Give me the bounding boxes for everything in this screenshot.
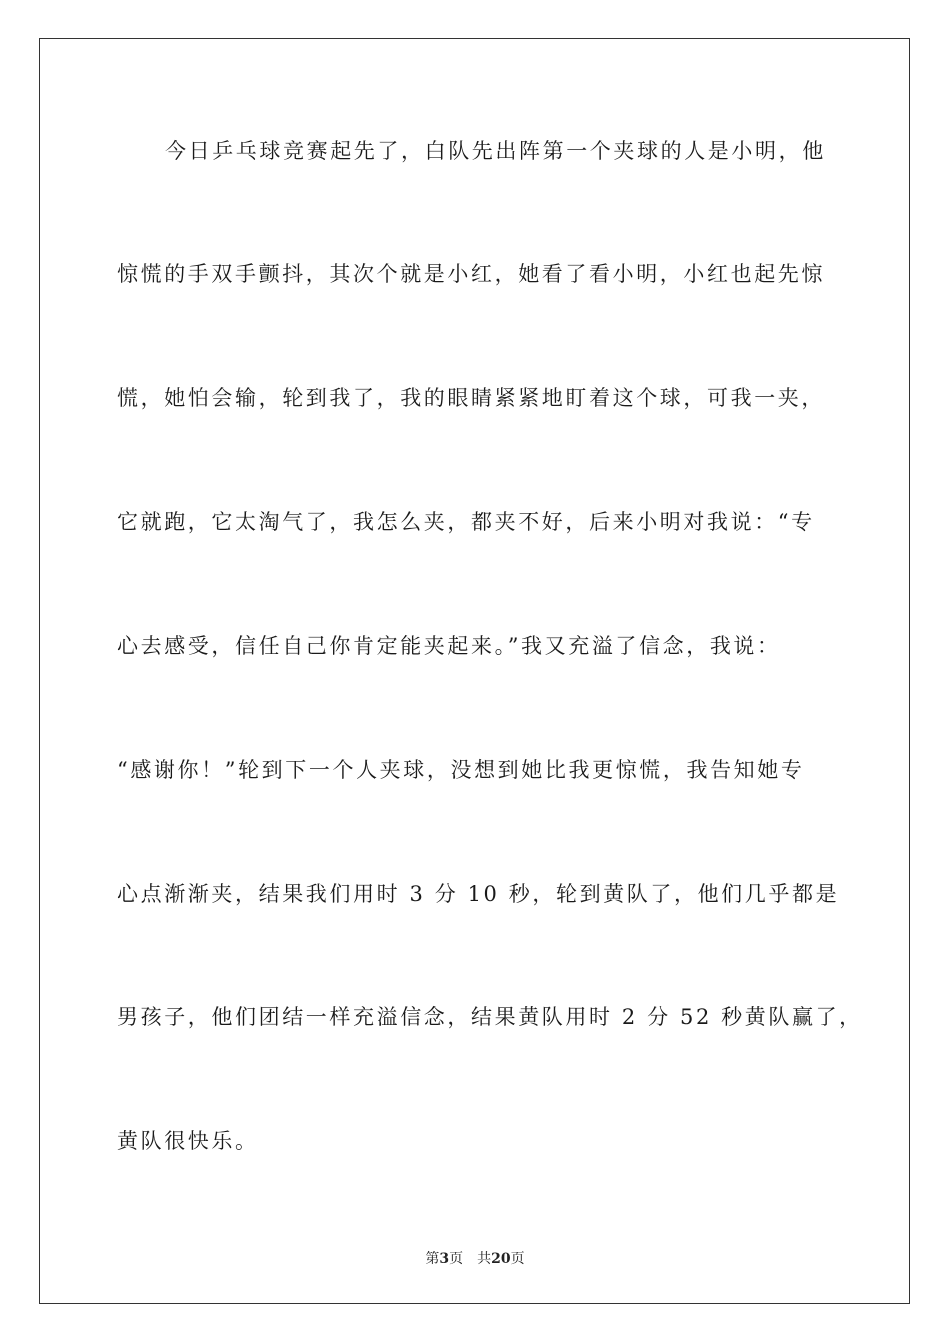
page-footer [0,1250,950,1268]
total-page-number: 20 [491,1251,511,1267]
paragraph-line: 男孩子，他们团结一样充溢信念，结果黄队用时 2 分 52 秒黄队赢了， [117,1005,863,1029]
paragraph-line: 心去感受，信任自己你肯定能夹起来。”我又充溢了信念，我说： [117,634,781,658]
total-suffix: 页 [510,1251,525,1267]
paragraph-line: 它就跑，它太淘气了，我怎么夹，都夹不好，后来小明对我说：“专 [117,510,815,534]
total-prefix: 共 [477,1251,492,1267]
page-prefix: 第 [425,1251,440,1267]
paragraph-line: 今日乒乓球竞赛起先了，白队先出阵第一个夹球的人是小明，他 [165,139,826,163]
page-suffix: 页 [449,1251,464,1267]
paragraph-line: 心点渐渐夹，结果我们用时 3 分 10 秒，轮到黄队了，他们几乎都是 [117,882,840,906]
paragraph-line: 慌，她怕会输，轮到我了，我的眼睛紧紧地盯着这个球，可我一夹， [117,386,825,410]
paragraph-line: “感谢你！”轮到下一个人夹球，没想到她比我更惊慌，我告知她专 [117,758,805,782]
paragraph-line: 黄队很快乐。 [117,1129,259,1153]
page-border [39,38,910,1304]
current-page-number: 3 [439,1251,450,1267]
paragraph-line: 惊慌的手双手颤抖，其次个就是小红，她看了看小明，小红也起先惊 [117,262,825,286]
